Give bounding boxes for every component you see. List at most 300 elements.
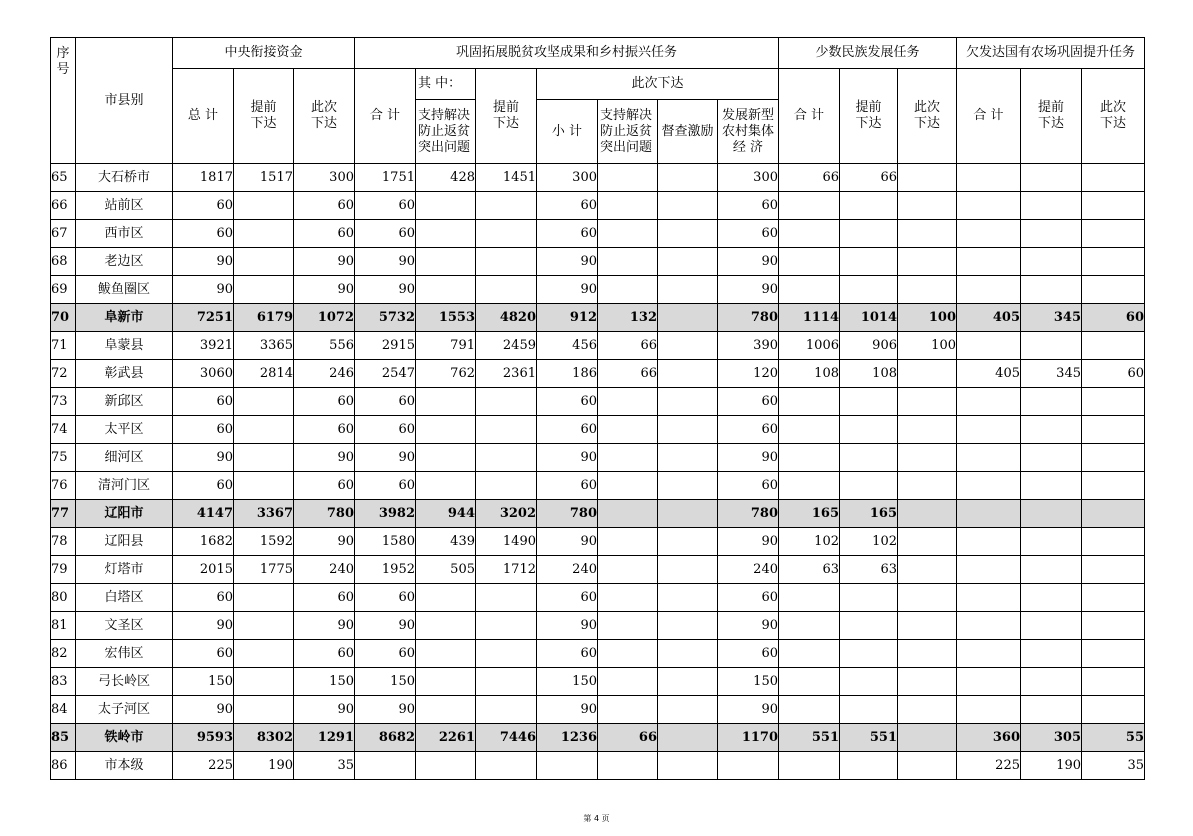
row-value-cell: 456 bbox=[537, 332, 598, 360]
row-value-cell: 90 bbox=[173, 612, 234, 640]
row-value-cell bbox=[234, 584, 294, 612]
row-value-cell: 108 bbox=[779, 360, 840, 388]
row-value-cell: 60 bbox=[1082, 304, 1145, 332]
row-value-cell bbox=[598, 444, 658, 472]
row-value-cell bbox=[840, 752, 898, 780]
row-value-cell: 1553 bbox=[416, 304, 476, 332]
row-value-cell bbox=[1021, 332, 1082, 360]
row-value-cell: 1236 bbox=[537, 724, 598, 752]
row-index: 78 bbox=[51, 528, 76, 556]
row-region-name: 辽阳县 bbox=[76, 528, 173, 556]
row-value-cell: 3202 bbox=[476, 500, 537, 528]
row-value-cell bbox=[476, 220, 537, 248]
row-value-cell bbox=[1021, 444, 1082, 472]
row-value-cell: 90 bbox=[537, 276, 598, 304]
row-value-cell: 3982 bbox=[355, 500, 416, 528]
row-value-cell: 90 bbox=[718, 444, 779, 472]
row-value-cell bbox=[234, 248, 294, 276]
table-row-city-total bbox=[51, 724, 1145, 752]
row-value-cell bbox=[898, 640, 957, 668]
row-value-cell bbox=[416, 220, 476, 248]
row-value-cell: 66 bbox=[598, 332, 658, 360]
row-value-cell bbox=[598, 472, 658, 500]
row-value-cell bbox=[658, 528, 718, 556]
row-value-cell: 5732 bbox=[355, 304, 416, 332]
row-value-cell: 8682 bbox=[355, 724, 416, 752]
row-index: 76 bbox=[51, 472, 76, 500]
row-region-name: 清河门区 bbox=[76, 472, 173, 500]
row-value-cell bbox=[957, 556, 1021, 584]
row-value-cell: 90 bbox=[355, 276, 416, 304]
row-value-cell: 63 bbox=[779, 556, 840, 584]
this-issue-header: 此次下达 bbox=[537, 69, 779, 100]
row-region-name: 宏伟区 bbox=[76, 640, 173, 668]
row-value-cell bbox=[598, 220, 658, 248]
row-value-cell: 60 bbox=[355, 472, 416, 500]
row-value-cell: 60 bbox=[294, 472, 355, 500]
row-value-cell bbox=[1082, 500, 1145, 528]
row-value-cell bbox=[898, 556, 957, 584]
row-value-cell: 1751 bbox=[355, 164, 416, 192]
row-value-cell bbox=[957, 248, 1021, 276]
row-value-cell: 60 bbox=[355, 192, 416, 220]
row-value-cell bbox=[598, 248, 658, 276]
row-index: 77 bbox=[51, 500, 76, 528]
row-value-cell bbox=[476, 416, 537, 444]
row-value-cell: 1952 bbox=[355, 556, 416, 584]
row-value-cell: 90 bbox=[718, 276, 779, 304]
row-value-cell: 2459 bbox=[476, 332, 537, 360]
row-value-cell bbox=[840, 220, 898, 248]
row-value-cell bbox=[779, 416, 840, 444]
row-value-cell: 405 bbox=[957, 360, 1021, 388]
row-value-cell: 9593 bbox=[173, 724, 234, 752]
row-value-cell bbox=[658, 696, 718, 724]
row-value-cell bbox=[416, 416, 476, 444]
row-value-cell: 150 bbox=[537, 668, 598, 696]
row-value-cell bbox=[658, 752, 718, 780]
row-value-cell bbox=[840, 444, 898, 472]
row-value-cell bbox=[779, 668, 840, 696]
row-value-cell bbox=[1082, 668, 1145, 696]
row-value-cell bbox=[957, 192, 1021, 220]
row-value-cell bbox=[476, 276, 537, 304]
minority-advance-header: 提前 下达 bbox=[840, 69, 898, 164]
row-value-cell bbox=[898, 388, 957, 416]
row-value-cell bbox=[658, 556, 718, 584]
row-value-cell bbox=[957, 164, 1021, 192]
row-region-name: 大石桥市 bbox=[76, 164, 173, 192]
col-index-header: 序 号 bbox=[51, 38, 76, 164]
row-value-cell bbox=[416, 640, 476, 668]
row-index: 74 bbox=[51, 416, 76, 444]
row-value-cell: 108 bbox=[840, 360, 898, 388]
row-value-cell: 2361 bbox=[476, 360, 537, 388]
row-value-cell: 912 bbox=[537, 304, 598, 332]
row-index: 66 bbox=[51, 192, 76, 220]
row-value-cell bbox=[779, 220, 840, 248]
row-value-cell: 60 bbox=[173, 388, 234, 416]
row-value-cell bbox=[476, 388, 537, 416]
table-row bbox=[51, 192, 1145, 220]
consolidate-advance-header: 提前 下达 bbox=[476, 69, 537, 164]
develop-header: 发展新型 农村集体 经 济 bbox=[718, 100, 779, 164]
row-value-cell: 60 bbox=[355, 388, 416, 416]
farm-advance-header: 提前 下达 bbox=[1021, 69, 1082, 164]
row-value-cell bbox=[234, 192, 294, 220]
row-value-cell bbox=[1021, 248, 1082, 276]
row-value-cell: 60 bbox=[718, 220, 779, 248]
table-row bbox=[51, 472, 1145, 500]
table-row bbox=[51, 416, 1145, 444]
row-region-name: 太平区 bbox=[76, 416, 173, 444]
row-value-cell bbox=[598, 388, 658, 416]
row-value-cell: 1006 bbox=[779, 332, 840, 360]
row-value-cell: 66 bbox=[598, 360, 658, 388]
row-value-cell: 60 bbox=[355, 220, 416, 248]
row-value-cell: 90 bbox=[355, 612, 416, 640]
row-value-cell bbox=[718, 752, 779, 780]
row-value-cell: 90 bbox=[537, 612, 598, 640]
row-value-cell: 90 bbox=[355, 696, 416, 724]
row-region-name: 西市区 bbox=[76, 220, 173, 248]
table-row bbox=[51, 220, 1145, 248]
row-value-cell: 7446 bbox=[476, 724, 537, 752]
row-value-cell bbox=[476, 668, 537, 696]
row-value-cell: 60 bbox=[537, 220, 598, 248]
row-value-cell bbox=[957, 668, 1021, 696]
row-index: 86 bbox=[51, 752, 76, 780]
row-value-cell: 3921 bbox=[173, 332, 234, 360]
row-value-cell bbox=[234, 472, 294, 500]
row-value-cell: 6179 bbox=[234, 304, 294, 332]
row-value-cell bbox=[416, 612, 476, 640]
row-value-cell bbox=[898, 724, 957, 752]
row-value-cell: 240 bbox=[294, 556, 355, 584]
row-value-cell bbox=[1021, 556, 1082, 584]
row-value-cell: 60 bbox=[173, 220, 234, 248]
table-row bbox=[51, 164, 1145, 192]
row-value-cell bbox=[957, 276, 1021, 304]
row-value-cell: 90 bbox=[294, 612, 355, 640]
row-value-cell bbox=[840, 640, 898, 668]
row-value-cell: 7251 bbox=[173, 304, 234, 332]
row-value-cell: 90 bbox=[537, 528, 598, 556]
row-value-cell: 428 bbox=[416, 164, 476, 192]
row-value-cell bbox=[1021, 416, 1082, 444]
row-value-cell: 66 bbox=[598, 724, 658, 752]
row-value-cell: 405 bbox=[957, 304, 1021, 332]
row-value-cell: 305 bbox=[1021, 724, 1082, 752]
subtotal-header: 小 计 bbox=[537, 100, 598, 164]
row-value-cell: 60 bbox=[537, 640, 598, 668]
row-value-cell: 906 bbox=[840, 332, 898, 360]
row-value-cell bbox=[898, 500, 957, 528]
row-value-cell: 102 bbox=[779, 528, 840, 556]
row-value-cell: 90 bbox=[173, 444, 234, 472]
row-value-cell bbox=[840, 472, 898, 500]
minority-this-time-header: 此次 下达 bbox=[898, 69, 957, 164]
consolidate-sum-header: 合 计 bbox=[355, 69, 416, 164]
row-index: 67 bbox=[51, 220, 76, 248]
page-footer: 第 4 页 bbox=[583, 814, 610, 823]
row-value-cell bbox=[1082, 584, 1145, 612]
row-value-cell bbox=[658, 248, 718, 276]
row-value-cell: 1775 bbox=[234, 556, 294, 584]
row-value-cell: 60 bbox=[173, 416, 234, 444]
row-value-cell bbox=[1021, 192, 1082, 220]
table-row-city-total bbox=[51, 500, 1145, 528]
row-value-cell: 60 bbox=[718, 472, 779, 500]
row-value-cell: 150 bbox=[718, 668, 779, 696]
row-value-cell bbox=[1082, 444, 1145, 472]
row-value-cell bbox=[840, 416, 898, 444]
row-value-cell: 90 bbox=[537, 444, 598, 472]
row-value-cell bbox=[898, 276, 957, 304]
row-value-cell bbox=[779, 444, 840, 472]
row-value-cell: 60 bbox=[294, 192, 355, 220]
row-value-cell: 300 bbox=[718, 164, 779, 192]
among-header: 其 中： bbox=[416, 69, 476, 100]
row-value-cell bbox=[658, 304, 718, 332]
row-value-cell bbox=[779, 612, 840, 640]
table-row bbox=[51, 696, 1145, 724]
row-value-cell: 1592 bbox=[234, 528, 294, 556]
row-index: 65 bbox=[51, 164, 76, 192]
row-region-name: 铁岭市 bbox=[76, 724, 173, 752]
row-value-cell: 1517 bbox=[234, 164, 294, 192]
row-value-cell: 60 bbox=[718, 640, 779, 668]
row-value-cell: 300 bbox=[294, 164, 355, 192]
table-row bbox=[51, 556, 1145, 584]
row-value-cell: 225 bbox=[957, 752, 1021, 780]
row-value-cell: 3060 bbox=[173, 360, 234, 388]
row-value-cell: 60 bbox=[537, 192, 598, 220]
row-value-cell bbox=[840, 388, 898, 416]
row-value-cell: 90 bbox=[718, 528, 779, 556]
row-index: 72 bbox=[51, 360, 76, 388]
row-index: 82 bbox=[51, 640, 76, 668]
row-value-cell bbox=[957, 500, 1021, 528]
row-value-cell bbox=[957, 416, 1021, 444]
row-value-cell bbox=[476, 192, 537, 220]
row-value-cell bbox=[957, 640, 1021, 668]
row-index: 75 bbox=[51, 444, 76, 472]
row-value-cell: 60 bbox=[355, 584, 416, 612]
row-region-name: 阜蒙县 bbox=[76, 332, 173, 360]
row-value-cell bbox=[1021, 640, 1082, 668]
row-value-cell bbox=[1082, 164, 1145, 192]
table-row bbox=[51, 528, 1145, 556]
row-value-cell: 1014 bbox=[840, 304, 898, 332]
row-value-cell: 90 bbox=[294, 528, 355, 556]
row-index: 81 bbox=[51, 612, 76, 640]
row-index: 71 bbox=[51, 332, 76, 360]
row-value-cell bbox=[957, 444, 1021, 472]
row-index: 68 bbox=[51, 248, 76, 276]
table-row bbox=[51, 276, 1145, 304]
row-value-cell bbox=[1082, 388, 1145, 416]
row-value-cell bbox=[957, 472, 1021, 500]
row-value-cell bbox=[234, 416, 294, 444]
row-value-cell bbox=[779, 696, 840, 724]
row-value-cell: 60 bbox=[1082, 360, 1145, 388]
table-row bbox=[51, 584, 1145, 612]
row-value-cell bbox=[1021, 696, 1082, 724]
row-value-cell: 505 bbox=[416, 556, 476, 584]
row-index: 83 bbox=[51, 668, 76, 696]
row-value-cell: 132 bbox=[598, 304, 658, 332]
row-index: 80 bbox=[51, 584, 76, 612]
minority-sum-header: 合 计 bbox=[779, 69, 840, 164]
row-value-cell: 102 bbox=[840, 528, 898, 556]
row-value-cell: 60 bbox=[294, 640, 355, 668]
row-value-cell bbox=[898, 752, 957, 780]
row-value-cell: 791 bbox=[416, 332, 476, 360]
table-row bbox=[51, 752, 1145, 780]
row-value-cell: 190 bbox=[1021, 752, 1082, 780]
row-value-cell bbox=[840, 276, 898, 304]
row-value-cell bbox=[1021, 584, 1082, 612]
row-index: 85 bbox=[51, 724, 76, 752]
row-value-cell: 390 bbox=[718, 332, 779, 360]
row-value-cell: 63 bbox=[840, 556, 898, 584]
row-region-name: 弓长岭区 bbox=[76, 668, 173, 696]
row-value-cell: 186 bbox=[537, 360, 598, 388]
row-value-cell bbox=[840, 584, 898, 612]
row-value-cell: 780 bbox=[294, 500, 355, 528]
row-value-cell: 60 bbox=[355, 416, 416, 444]
row-value-cell bbox=[1021, 668, 1082, 696]
row-value-cell: 90 bbox=[173, 696, 234, 724]
row-value-cell bbox=[898, 612, 957, 640]
row-value-cell: 3367 bbox=[234, 500, 294, 528]
row-value-cell: 4147 bbox=[173, 500, 234, 528]
row-value-cell: 1291 bbox=[294, 724, 355, 752]
row-value-cell bbox=[1082, 416, 1145, 444]
row-value-cell bbox=[598, 668, 658, 696]
row-value-cell: 300 bbox=[537, 164, 598, 192]
row-region-name: 老边区 bbox=[76, 248, 173, 276]
row-value-cell: 90 bbox=[355, 444, 416, 472]
row-value-cell bbox=[1082, 612, 1145, 640]
row-region-name: 市本级 bbox=[76, 752, 173, 780]
row-value-cell: 60 bbox=[537, 472, 598, 500]
row-value-cell bbox=[898, 696, 957, 724]
row-value-cell: 100 bbox=[898, 332, 957, 360]
row-region-name: 鲅鱼圈区 bbox=[76, 276, 173, 304]
row-value-cell bbox=[779, 472, 840, 500]
table-row bbox=[51, 332, 1145, 360]
row-value-cell bbox=[537, 752, 598, 780]
row-value-cell: 35 bbox=[294, 752, 355, 780]
row-region-name: 白塔区 bbox=[76, 584, 173, 612]
row-value-cell bbox=[898, 584, 957, 612]
row-value-cell: 90 bbox=[294, 444, 355, 472]
row-value-cell: 762 bbox=[416, 360, 476, 388]
row-value-cell bbox=[779, 276, 840, 304]
group-central-header: 中央衔接资金 bbox=[173, 38, 355, 69]
row-value-cell bbox=[658, 220, 718, 248]
row-value-cell bbox=[898, 360, 957, 388]
row-value-cell bbox=[779, 248, 840, 276]
row-index: 84 bbox=[51, 696, 76, 724]
row-region-name: 辽阳市 bbox=[76, 500, 173, 528]
row-value-cell bbox=[476, 444, 537, 472]
row-value-cell bbox=[598, 276, 658, 304]
row-value-cell: 556 bbox=[294, 332, 355, 360]
row-value-cell: 60 bbox=[355, 640, 416, 668]
row-value-cell: 1817 bbox=[173, 164, 234, 192]
row-value-cell bbox=[779, 192, 840, 220]
row-value-cell: 150 bbox=[173, 668, 234, 696]
row-value-cell bbox=[416, 472, 476, 500]
row-value-cell bbox=[1082, 472, 1145, 500]
row-index: 79 bbox=[51, 556, 76, 584]
row-value-cell bbox=[1082, 220, 1145, 248]
row-value-cell: 150 bbox=[294, 668, 355, 696]
row-value-cell bbox=[476, 472, 537, 500]
farm-this-time-header: 此次 下达 bbox=[1082, 69, 1145, 164]
row-value-cell: 1580 bbox=[355, 528, 416, 556]
table-body bbox=[51, 164, 1145, 780]
row-value-cell: 551 bbox=[779, 724, 840, 752]
row-value-cell bbox=[658, 192, 718, 220]
row-value-cell bbox=[1082, 332, 1145, 360]
col-region-header: 市县别 bbox=[76, 38, 173, 164]
row-value-cell bbox=[658, 472, 718, 500]
row-region-name: 新邱区 bbox=[76, 388, 173, 416]
row-value-cell bbox=[1082, 528, 1145, 556]
row-value-cell bbox=[779, 388, 840, 416]
row-value-cell bbox=[598, 164, 658, 192]
row-value-cell bbox=[957, 388, 1021, 416]
row-value-cell bbox=[898, 164, 957, 192]
row-value-cell: 90 bbox=[173, 248, 234, 276]
row-value-cell: 150 bbox=[355, 668, 416, 696]
row-value-cell: 246 bbox=[294, 360, 355, 388]
row-value-cell bbox=[957, 220, 1021, 248]
row-value-cell: 60 bbox=[173, 192, 234, 220]
row-value-cell: 60 bbox=[718, 388, 779, 416]
row-value-cell: 60 bbox=[718, 416, 779, 444]
row-value-cell bbox=[416, 444, 476, 472]
row-value-cell bbox=[234, 220, 294, 248]
row-value-cell bbox=[1021, 472, 1082, 500]
row-value-cell bbox=[840, 612, 898, 640]
row-value-cell bbox=[476, 640, 537, 668]
issue-support-header: 支持解决 防止返贫 突出问题 bbox=[598, 100, 658, 164]
row-value-cell bbox=[416, 696, 476, 724]
table-row bbox=[51, 388, 1145, 416]
row-value-cell bbox=[476, 752, 537, 780]
row-value-cell: 55 bbox=[1082, 724, 1145, 752]
row-value-cell: 60 bbox=[537, 388, 598, 416]
row-value-cell: 240 bbox=[537, 556, 598, 584]
row-value-cell: 780 bbox=[718, 304, 779, 332]
row-value-cell: 60 bbox=[537, 584, 598, 612]
row-value-cell bbox=[1021, 528, 1082, 556]
row-value-cell: 439 bbox=[416, 528, 476, 556]
row-value-cell bbox=[957, 332, 1021, 360]
row-value-cell bbox=[1021, 164, 1082, 192]
row-value-cell bbox=[658, 584, 718, 612]
group-consolidate-header: 巩固拓展脱贫攻坚成果和乡村振兴任务 bbox=[355, 38, 779, 69]
row-value-cell: 60 bbox=[173, 584, 234, 612]
row-value-cell: 35 bbox=[1082, 752, 1145, 780]
row-value-cell bbox=[779, 584, 840, 612]
row-value-cell bbox=[658, 276, 718, 304]
